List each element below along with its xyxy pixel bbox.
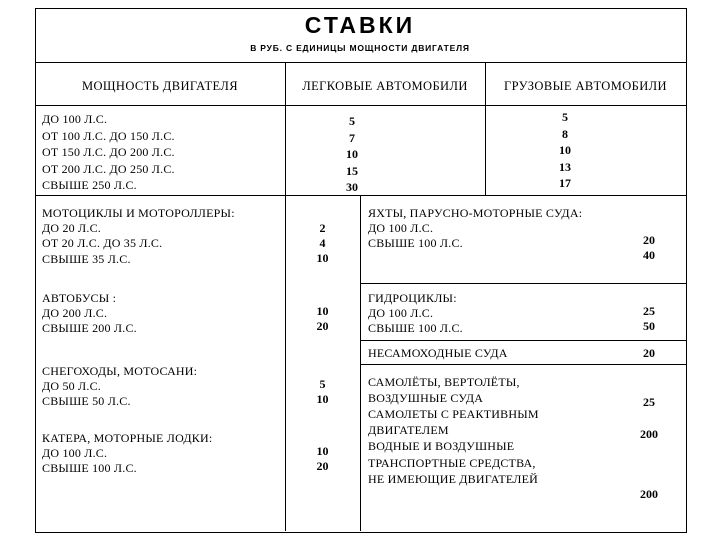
group-buses-line: СВЫШЕ 200 Л.С.: [42, 321, 137, 336]
power-ranges-list: [42, 111, 282, 194]
snowmobiles-rate: 10: [316, 392, 329, 407]
group-aircraft: [368, 374, 616, 406]
group-engineless-line: ВОДНЫЕ И ВОЗДУШНЫЕ: [368, 439, 515, 453]
column-header-trucks: ГРУЗОВЫЕ АВТОМОБИЛИ: [504, 79, 667, 93]
group-jet-aircraft: [368, 406, 616, 438]
motorcycles-rates: [286, 221, 359, 267]
car-rate: 5: [349, 114, 355, 128]
group-non-self-propelled: [368, 346, 616, 361]
motorcycles-rate: 2: [319, 221, 326, 235]
group-engineless-line: ТРАНСПОРТНЫЕ СРЕДСТВА,: [368, 455, 536, 470]
grid-line-header-bottom: [35, 105, 686, 106]
power-range-line: ОТ 100 Л.С. ДО 150 Л.С.: [42, 128, 175, 143]
group-engineless: [368, 438, 616, 488]
grid-line-nonself-bottom: [360, 364, 686, 365]
snowmobiles-rates: [286, 377, 359, 407]
grid-line-yachts-bottom: [360, 283, 686, 284]
group-motorcycles-line: ДО 20 Л.С.: [42, 221, 101, 236]
truck-rate: 10: [559, 143, 571, 158]
group-yachts-line: СВЫШЕ 100 Л.С.: [368, 236, 463, 251]
buses-rate: 20: [316, 319, 329, 334]
column-header-engine-power: МОЩНОСТЬ ДВИГАТЕЛЯ: [81, 79, 239, 93]
jet-aircraft-rate: 200: [640, 427, 658, 441]
group-boats: [42, 431, 282, 477]
car-rates-list: [285, 113, 419, 196]
non-self-propelled-rate: 20: [643, 346, 655, 360]
group-jetskis-title: ГИДРОЦИКЛЫ:: [368, 291, 457, 305]
group-engineless-line: НЕ ИМЕЮЩИЕ ДВИГАТЕЛЕЙ: [368, 472, 539, 486]
group-non-self-propelled-title: НЕСАМОХОДНЫЕ СУДА: [368, 346, 508, 360]
group-snowmobiles-title: СНЕГОХОДЫ, МОТОСАНИ:: [42, 364, 198, 378]
truck-rate: 17: [559, 176, 571, 191]
yachts-rate: 20: [643, 233, 655, 247]
power-range-line: ОТ 200 Л.С. ДО 250 Л.С.: [42, 161, 175, 176]
group-buses-title: АВТОБУСЫ :: [42, 291, 117, 305]
buses-rates: [286, 304, 359, 334]
truck-rates-list: [485, 109, 645, 192]
boats-rate: 20: [316, 459, 329, 474]
truck-rate: 5: [562, 110, 568, 124]
group-boats-line: СВЫШЕ 100 Л.С.: [42, 461, 137, 476]
group-motorcycles-line: СВЫШЕ 35 Л.С.: [42, 251, 131, 266]
grid-line-vertical-mid: [360, 195, 361, 531]
power-range-line: ДО 100 Л.С.: [42, 112, 108, 126]
group-motorcycles: [42, 206, 282, 267]
group-snowmobiles-line: ДО 50 Л.С.: [42, 379, 101, 394]
truck-rate: 8: [562, 126, 568, 141]
group-snowmobiles-line: СВЫШЕ 50 Л.С.: [42, 394, 131, 409]
motorcycles-rate: 4: [319, 236, 326, 251]
group-jetskis: [368, 291, 616, 337]
snowmobiles-rate: 5: [319, 377, 326, 391]
group-aircraft-line: САМОЛЁТЫ, ВЕРТОЛЁТЫ,: [368, 375, 520, 389]
aircraft-rate: 25: [643, 395, 655, 409]
boats-rates: [286, 444, 359, 474]
group-buses-line: ДО 200 Л.С.: [42, 306, 108, 321]
group-buses: [42, 291, 282, 337]
grid-line-header-top: [35, 62, 686, 63]
group-motorcycles-title: МОТОЦИКЛЫ И МОТОРОЛЛЕРЫ:: [42, 206, 235, 220]
buses-rate: 10: [316, 304, 329, 318]
group-snowmobiles: [42, 364, 282, 410]
group-yachts-title: ЯХТЫ, ПАРУСНО-МОТОРНЫЕ СУДА:: [368, 206, 583, 220]
yachts-rate: 40: [643, 248, 655, 263]
group-aircraft-line: ВОЗДУШНЫЕ СУДА: [368, 391, 484, 405]
motorcycles-rate: 10: [316, 251, 329, 266]
car-rate: 10: [346, 147, 358, 162]
group-jet-aircraft-line: ДВИГАТЕЛЕМ: [368, 423, 449, 437]
group-boats-title: КАТЕРА, МОТОРНЫЕ ЛОДКИ:: [42, 431, 213, 445]
slide-title: СТАВКИ: [304, 12, 416, 38]
power-range-line: СВЫШЕ 250 Л.С.: [42, 178, 137, 193]
slide-subtitle: В РУБ. С ЕДИНИЦЫ МОЩНОСТИ ДВИГАТЕЛЯ: [250, 43, 470, 53]
power-range-line: ОТ 150 Л.С. ДО 200 Л.С.: [42, 145, 175, 160]
group-motorcycles-line: ОТ 20 Л.С. ДО 35 Л.С.: [42, 236, 163, 251]
group-yachts-line: ДО 100 Л.С.: [368, 221, 434, 236]
group-jetskis-line: СВЫШЕ 100 Л.С.: [368, 321, 463, 336]
group-boats-line: ДО 100 Л.С.: [42, 446, 108, 461]
grid-line-jetskis-bottom: [360, 340, 686, 341]
boats-rate: 10: [316, 444, 329, 458]
jetskis-rate: 50: [643, 319, 655, 334]
group-jetskis-line: ДО 100 Л.С.: [368, 306, 434, 321]
jetskis-rates: [618, 304, 680, 334]
yachts-rates: [618, 233, 680, 263]
group-yachts: [368, 206, 616, 252]
jetskis-rate: 25: [643, 304, 655, 318]
engineless-rate: 200: [640, 487, 658, 501]
car-rate: 30: [346, 180, 358, 195]
group-jet-aircraft-line: САМОЛЕТЫ С РЕАКТИВНЫМ: [368, 407, 539, 421]
column-header-passenger-cars: ЛЕГКОВЫЕ АВТОМОБИЛИ: [302, 79, 468, 93]
truck-rate: 13: [559, 159, 571, 174]
car-rate: 15: [346, 163, 358, 178]
car-rate: 7: [349, 130, 355, 145]
